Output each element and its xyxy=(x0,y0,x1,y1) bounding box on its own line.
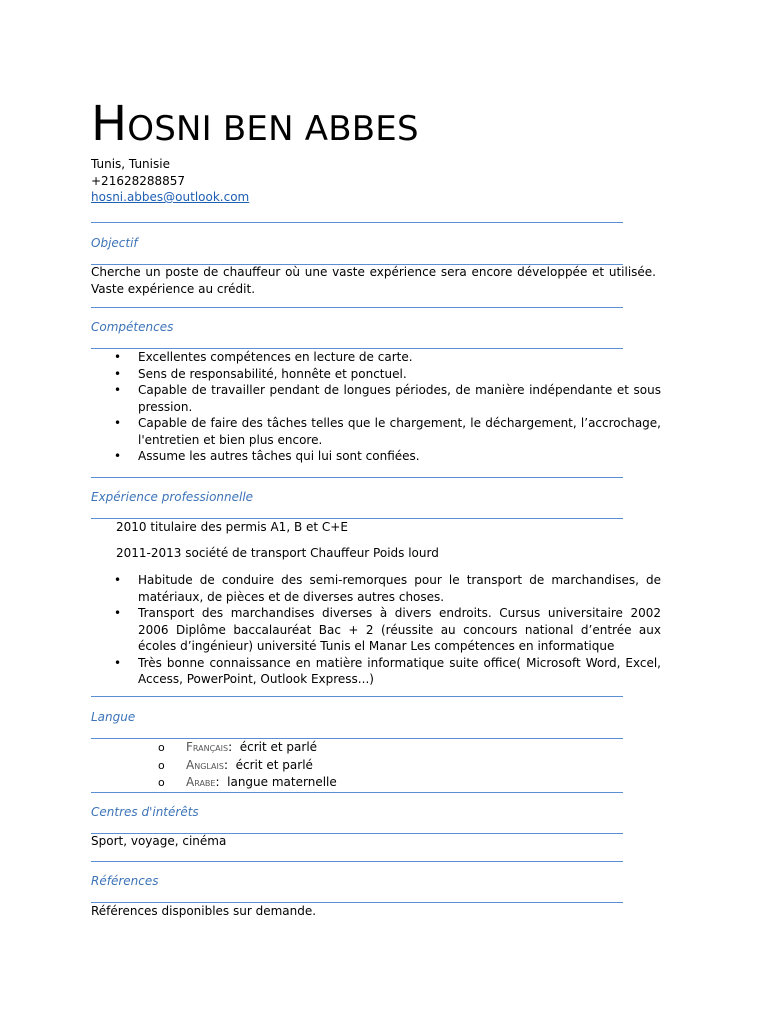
bullet-icon: • xyxy=(114,655,122,670)
list-item: • Assume les autres tâches qui lui sont confiées. xyxy=(114,449,420,463)
list-item: o Français: écrit et parlé xyxy=(158,739,337,757)
list-item: • Habitude de conduire des semi-remorques pour le transport de marchandises, de matériaux, de pièces et de diverses autres choses. xyxy=(114,573,661,604)
section-title-objectif: Objectif xyxy=(91,236,138,250)
bullet-icon: • xyxy=(114,449,122,463)
section-title-competences: Compétences xyxy=(91,320,174,334)
interets-text: Sport, voyage, cinéma xyxy=(91,834,227,848)
list-item: • Très bonne connaissance en matière informatique suite office( Microsoft Word, Excel, Access, PowerPoint, Outlook Express...) xyxy=(114,655,661,686)
section-title-langue: Langue xyxy=(91,710,136,724)
bullet-icon: • xyxy=(114,383,122,397)
contact-phone: +21628288857 xyxy=(91,173,186,188)
bullet-icon: • xyxy=(114,366,122,381)
section-title-references: Références xyxy=(91,874,159,888)
objectif-text: Cherche un poste de chauffeur où une vaste expérience sera encore développée et utilisée. Vaste expérience au crédit. xyxy=(91,265,656,296)
section-title-experience: Expérience professionnelle xyxy=(91,490,254,504)
circle-bullet-icon: o xyxy=(158,758,165,772)
circle-bullet-icon: o xyxy=(158,741,165,754)
divider xyxy=(91,792,623,793)
bullet-icon: • xyxy=(114,416,122,430)
language-list xyxy=(158,739,337,792)
divider xyxy=(91,696,623,697)
list-item: • Capable de travailler pendant de longues périodes, de manière indépendante et sous pression. xyxy=(114,383,661,414)
list-item: o Arabe: langue maternelle xyxy=(158,774,337,792)
language-level: écrit et parlé xyxy=(239,740,318,754)
bullet-icon: • xyxy=(114,350,122,364)
list-item: • Excellentes compétences en lecture de carte. xyxy=(114,350,413,364)
divider xyxy=(91,861,623,862)
language-name: Arabe xyxy=(186,775,216,789)
name-rest: OSNI BEN ABBES xyxy=(127,109,419,149)
contact-block xyxy=(91,156,249,206)
list-item: • Transport des marchandises diverses à divers endroits. Cursus universitaire 2002 2006 Diplôme baccalauréat Bac + 2 (réussite au concours national d’entrée aux écoles d’ingénieur) université Tunis el Manar Les compétences en informatique xyxy=(114,606,661,653)
divider xyxy=(91,477,623,478)
circle-bullet-icon: o xyxy=(158,776,165,789)
list-item: • Sens de responsabilité, honnête et ponctuel. xyxy=(114,366,407,381)
contact-city: Tunis, Tunisie xyxy=(91,157,170,171)
section-title-interets: Centres d'intérêts xyxy=(91,805,199,819)
divider xyxy=(91,222,623,223)
language-name: Français xyxy=(186,740,229,754)
contact-email-link[interactable]: hosni.abbes@outlook.com xyxy=(91,190,250,204)
competences-list xyxy=(91,349,661,465)
bullet-icon: • xyxy=(114,573,122,587)
list-item: • Capable de faire des tâches telles que le chargement, le déchargement, l’accrochage, l'entretien et bien plus encore. xyxy=(114,416,661,447)
bullet-icon: • xyxy=(114,606,122,620)
language-level: langue maternelle xyxy=(227,775,337,789)
experience-list xyxy=(91,572,661,688)
references-text: Références disponibles sur demande. xyxy=(91,904,317,918)
experience-line-job: 2011-2013 société de transport Chauffeur Poids lourd xyxy=(116,546,439,560)
list-item: o Anglais: écrit et parlé xyxy=(158,757,337,775)
language-name: Anglais xyxy=(186,757,224,772)
divider xyxy=(91,307,623,308)
name-initial: H xyxy=(91,96,128,152)
candidate-name xyxy=(91,96,419,157)
language-level: écrit et parlé xyxy=(235,757,313,772)
experience-line-permits: 2010 titulaire des permis A1, B et C+E xyxy=(116,520,348,534)
